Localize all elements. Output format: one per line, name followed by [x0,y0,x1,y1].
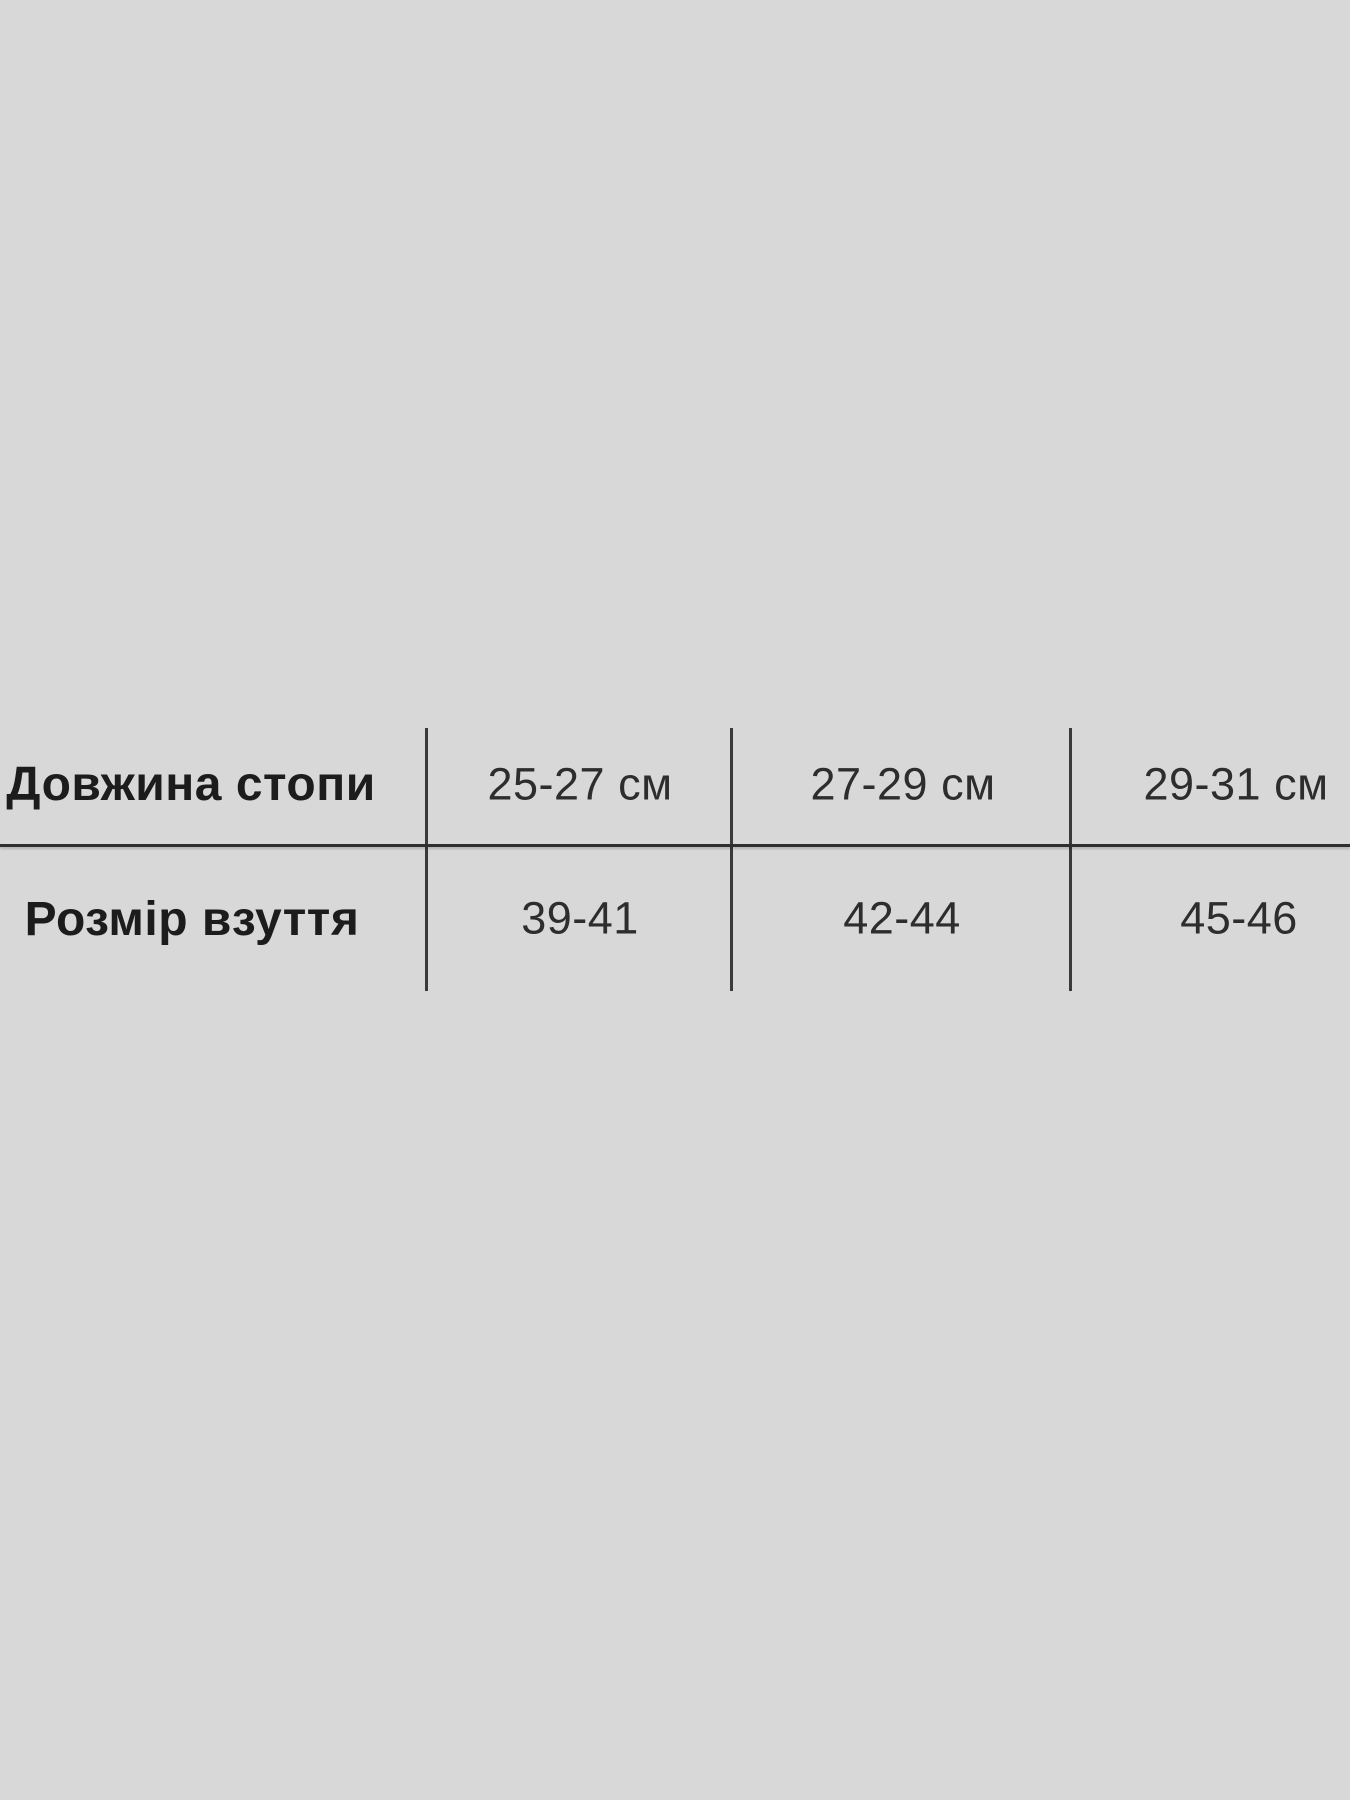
table-row-divider [0,844,1350,847]
shoe-size-value-2: 42-44 [843,892,961,944]
shoe-size-value-1: 39-41 [521,892,639,944]
table-column-divider-1 [425,728,428,991]
foot-length-value-2: 27-29 см [810,758,996,810]
shoe-size-header: Розмір взуття [24,893,360,946]
table-column-divider-3 [1069,728,1072,991]
foot-length-value-1: 25-27 см [487,758,673,810]
foot-length-value-3: 29-31 см [1143,758,1329,810]
shoe-size-value-3: 45-46 [1180,892,1298,944]
table-column-divider-2 [730,728,733,991]
foot-length-header: Довжина стопи [6,758,376,811]
